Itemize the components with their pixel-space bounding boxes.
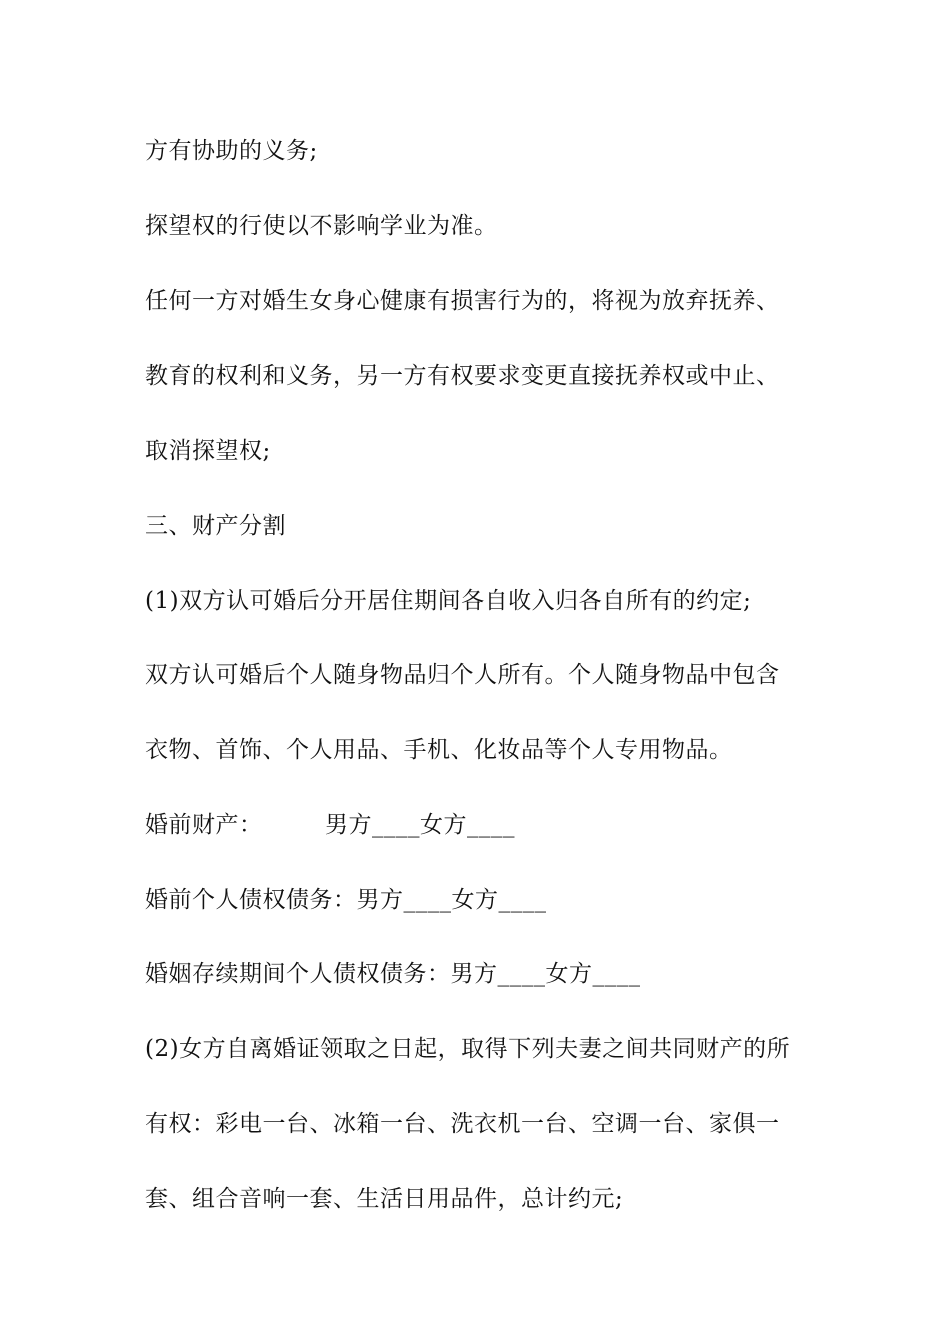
paragraph-line: 有权：彩电一台、冰箱一台、洗衣机一台、空调一台、家俱一: [145, 1111, 780, 1137]
paragraph-line: (2)女方自离婚证领取之日起，取得下列夫妻之间共同财产的所: [145, 1036, 791, 1062]
paragraph-line: 探望权的行使以不影响学业为准。: [145, 213, 498, 239]
paragraph-line: 取消探望权;: [145, 438, 271, 464]
form-line-premarital-debts: 婚前个人债权债务：男方____女方____: [145, 887, 547, 913]
paragraph-line: 教育的权利和义务，另一方有权要求变更直接抚养权或中止、: [145, 363, 780, 389]
form-line-premarital-property: 婚前财产： 男方____女方____: [145, 812, 515, 838]
form-line-marital-debts: 婚姻存续期间个人债权债务：男方____女方____: [145, 961, 641, 987]
paragraph-line: 套、组合音响一套、生活日用品件，总计约元;: [145, 1186, 624, 1212]
paragraph-line: 双方认可婚后个人随身物品归个人所有。个人随身物品中包含: [145, 662, 780, 688]
paragraph-line: (1)双方认可婚后分开居住期间各自收入归各自所有的约定;: [145, 588, 752, 614]
paragraph-line: 任何一方对婚生女身心健康有损害行为的，将视为放弃抚养、: [145, 288, 780, 314]
section-heading: 三、财产分割: [145, 513, 286, 539]
paragraph-line: 衣物、首饰、个人用品、手机、化妆品等个人专用物品。: [145, 737, 733, 763]
paragraph-line: 方有协助的义务;: [145, 138, 318, 164]
